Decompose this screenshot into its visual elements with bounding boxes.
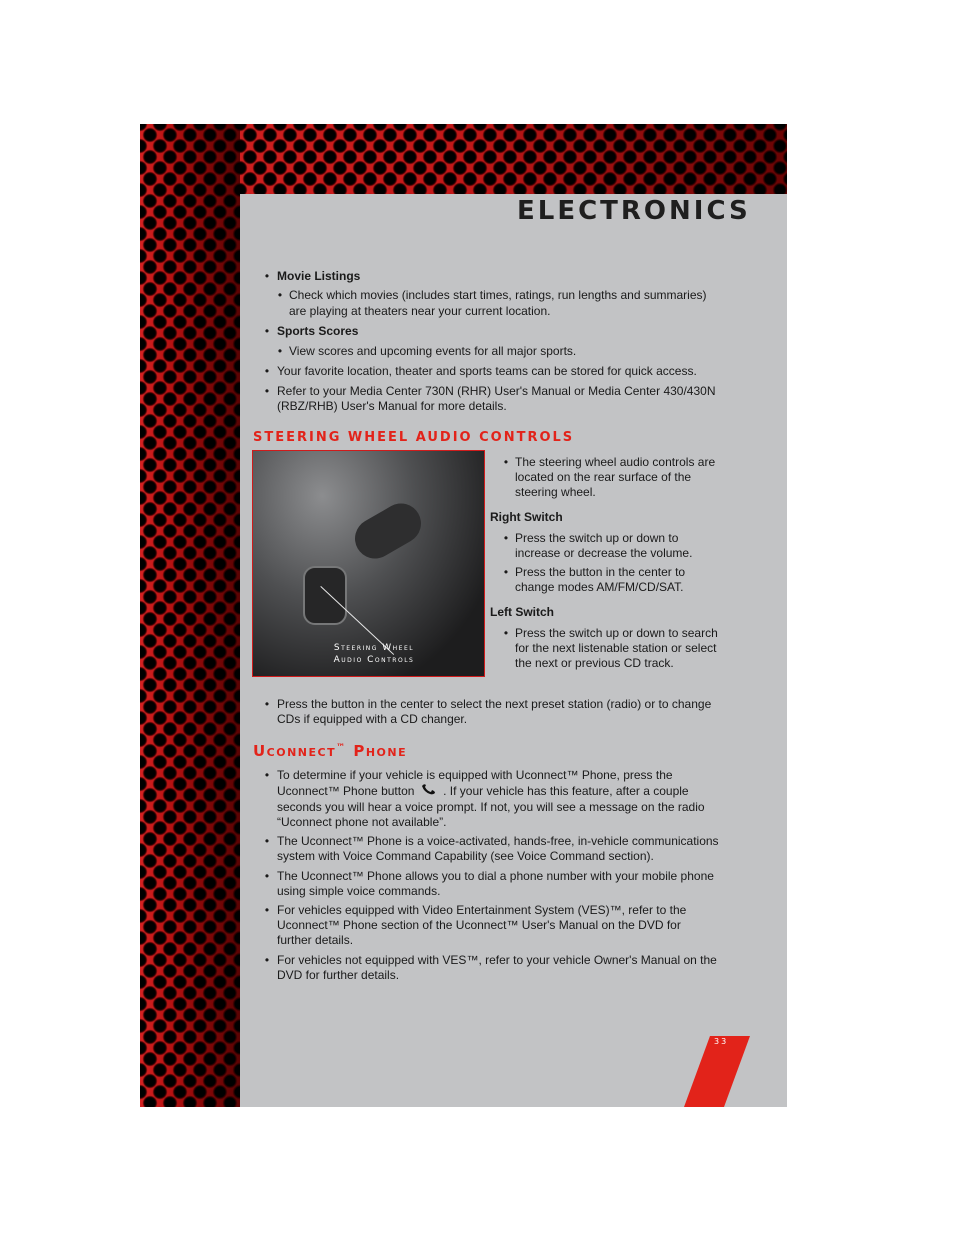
uconnect-line: seconds you will hear a voice prompt. If not, you will see a message on the radio (277, 800, 705, 814)
caption-line: Audio Controls (333, 655, 415, 665)
uconnect-line: For vehicles not equipped with VES™, refer to your vehicle Owner's Manual on the (277, 953, 717, 967)
uconnect-line: The Uconnect™ Phone is a voice-activated, hands-free, in-vehicle communications (277, 834, 719, 848)
switch-shape (303, 566, 347, 625)
left-switch-line: Press the switch up or down to search (515, 626, 718, 640)
page-number-tab (684, 1036, 754, 1107)
right-switch-line: Press the button in the center to (515, 565, 686, 579)
page-panel (140, 124, 787, 1107)
uconnect-line: For vehicles equipped with Video Entertainment System (VES)™, refer to the (277, 903, 687, 917)
movie-desc-line: are playing at theaters near your current location. (289, 304, 551, 318)
uconnect-line: Uconnect™ Phone section of the Uconnect™ User's Manual on the DVD for (277, 918, 681, 932)
bullet: • (264, 869, 270, 883)
steering-heading: STEERING WHEEL AUDIO CONTROLS (253, 430, 575, 445)
trademark: ™ (336, 743, 347, 753)
bullet: • (264, 768, 270, 782)
bullet: • (264, 953, 270, 967)
bullet: • (503, 626, 509, 640)
right-switch-title: Right Switch (490, 510, 563, 524)
bullet: • (264, 834, 270, 848)
bullet: • (264, 903, 270, 917)
location-line: located on the rear surface of the (515, 470, 692, 484)
bullet: • (264, 384, 270, 398)
refer-line: (RBZ/RHB) User's Manual for more details. (277, 399, 507, 413)
section-title: ELECTRONICS (517, 196, 751, 226)
left-switch-line: for the next listenable station or select (515, 641, 717, 655)
sports-scores-title: Sports Scores (277, 324, 359, 338)
heading-part: Phone (353, 742, 408, 760)
uconnect-text: Uconnect™ Phone button (277, 784, 415, 798)
right-switch-line: increase or decrease the volume. (515, 546, 693, 560)
uconnect-line (277, 783, 689, 799)
uconnect-line: system with Voice Command Capability (see Voice Command section). (277, 849, 654, 863)
favorites-text: Your favorite location, theater and sports teams can be stored for quick access. (277, 364, 697, 378)
bullet: • (503, 565, 509, 579)
left-switch-title: Left Switch (490, 605, 555, 619)
page-number: 33 (714, 1037, 729, 1046)
center-button-line: Press the button in the center to select the next preset station (radio) or to change (277, 697, 712, 711)
location-line: The steering wheel audio controls are (515, 455, 716, 469)
uconnect-line: using simple voice commands. (277, 884, 441, 898)
movie-desc-line: Check which movies (includes start times, ratings, run lengths and summaries) (289, 288, 707, 302)
movie-listings-title: Movie Listings (277, 269, 361, 283)
uconnect-line: “Uconnect phone not available”. (277, 815, 447, 829)
steering-wheel-photo (252, 450, 485, 677)
bullet: • (264, 269, 270, 283)
phone-icon (418, 783, 440, 799)
uconnect-heading (253, 741, 407, 759)
center-button-line: CDs if equipped with a CD changer. (277, 712, 468, 726)
uconnect-line: DVD for further details. (277, 968, 400, 982)
bullet: • (503, 531, 509, 545)
bullet: • (277, 288, 283, 302)
right-switch-line: Press the switch up or down to (515, 531, 679, 545)
location-line: steering wheel. (515, 485, 596, 499)
heading-part: Uconnect (253, 742, 337, 760)
bullet: • (264, 697, 270, 711)
uconnect-line: To determine if your vehicle is equipped with Uconnect™ Phone, press the (277, 768, 673, 782)
right-switch-line: change modes AM/FM/CD/SAT. (515, 580, 684, 594)
caption-line: Steering Wheel (333, 643, 415, 653)
stalk-shape (348, 496, 429, 566)
uconnect-line: further details. (277, 933, 354, 947)
refer-line: Refer to your Media Center 730N (RHR) User's Manual or Media Center 430/430N (277, 384, 716, 398)
left-switch-line: the next or previous CD track. (515, 656, 674, 670)
photo-caption (319, 642, 429, 666)
bullet: • (264, 324, 270, 338)
bullet: • (503, 455, 509, 469)
uconnect-line: The Uconnect™ Phone allows you to dial a phone number with your mobile phone (277, 869, 714, 883)
content (140, 124, 787, 1107)
uconnect-text: . If your vehicle has this feature, after a couple (443, 784, 689, 798)
bullet: • (264, 364, 270, 378)
sports-desc: View scores and upcoming events for all major sports. (289, 344, 577, 358)
bullet: • (277, 344, 283, 358)
